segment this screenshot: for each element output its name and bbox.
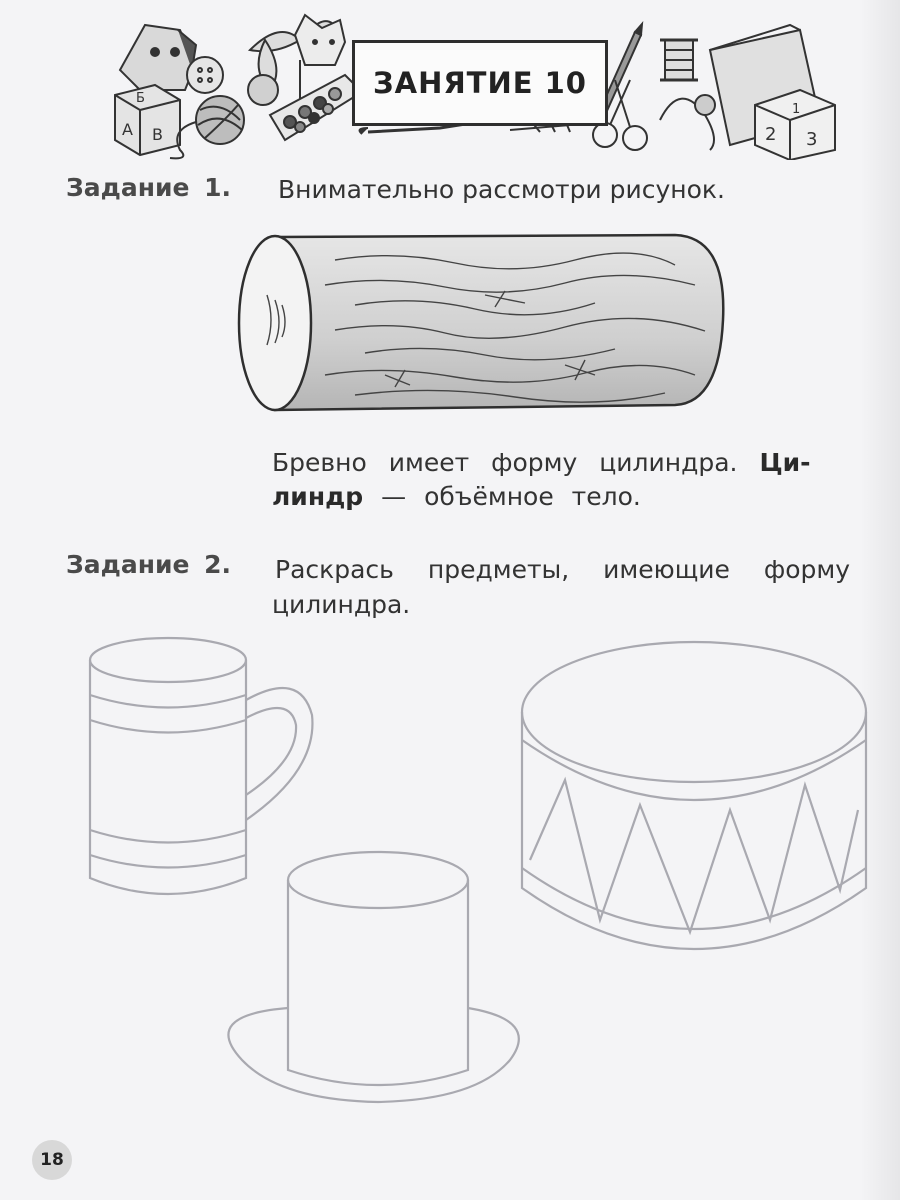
svg-text:3: 3: [806, 129, 818, 150]
page-number: 18: [32, 1140, 72, 1180]
task1-caption-line2: [272, 482, 641, 511]
lesson-title: ЗАНЯТИЕ 10: [373, 66, 587, 100]
task1-label: Задание 1.: [66, 173, 232, 202]
mug-outline: [90, 638, 312, 894]
svg-text:В: В: [152, 125, 163, 144]
hat-outline: [228, 852, 518, 1102]
task1-instruction: Внимательно рассмотри рисунок.: [278, 175, 725, 204]
log-illustration: [235, 225, 730, 420]
caption-line1-text: Бревно имеет форму цилиндра.: [272, 448, 760, 477]
caption-line2-bold: линдр: [272, 482, 364, 511]
svg-text:1: 1: [792, 102, 801, 117]
task2-instruction-line1: Раскрась предметы, имеющие форму: [275, 555, 851, 584]
coloring-objects: [0, 620, 900, 1160]
drum-outline: [522, 642, 866, 949]
caption-line2-text: — объёмное тело.: [363, 482, 641, 511]
svg-text:Б: Б: [136, 91, 145, 106]
task2-instruction-line2: цилиндра.: [272, 590, 411, 619]
caption-line1-bold: Ци-: [759, 448, 811, 477]
svg-text:А: А: [122, 120, 133, 139]
task1-caption-line1: [272, 448, 811, 477]
lesson-title-box: [352, 40, 608, 126]
svg-text:2: 2: [765, 124, 777, 145]
task2-label: Задание 2.: [66, 550, 232, 579]
